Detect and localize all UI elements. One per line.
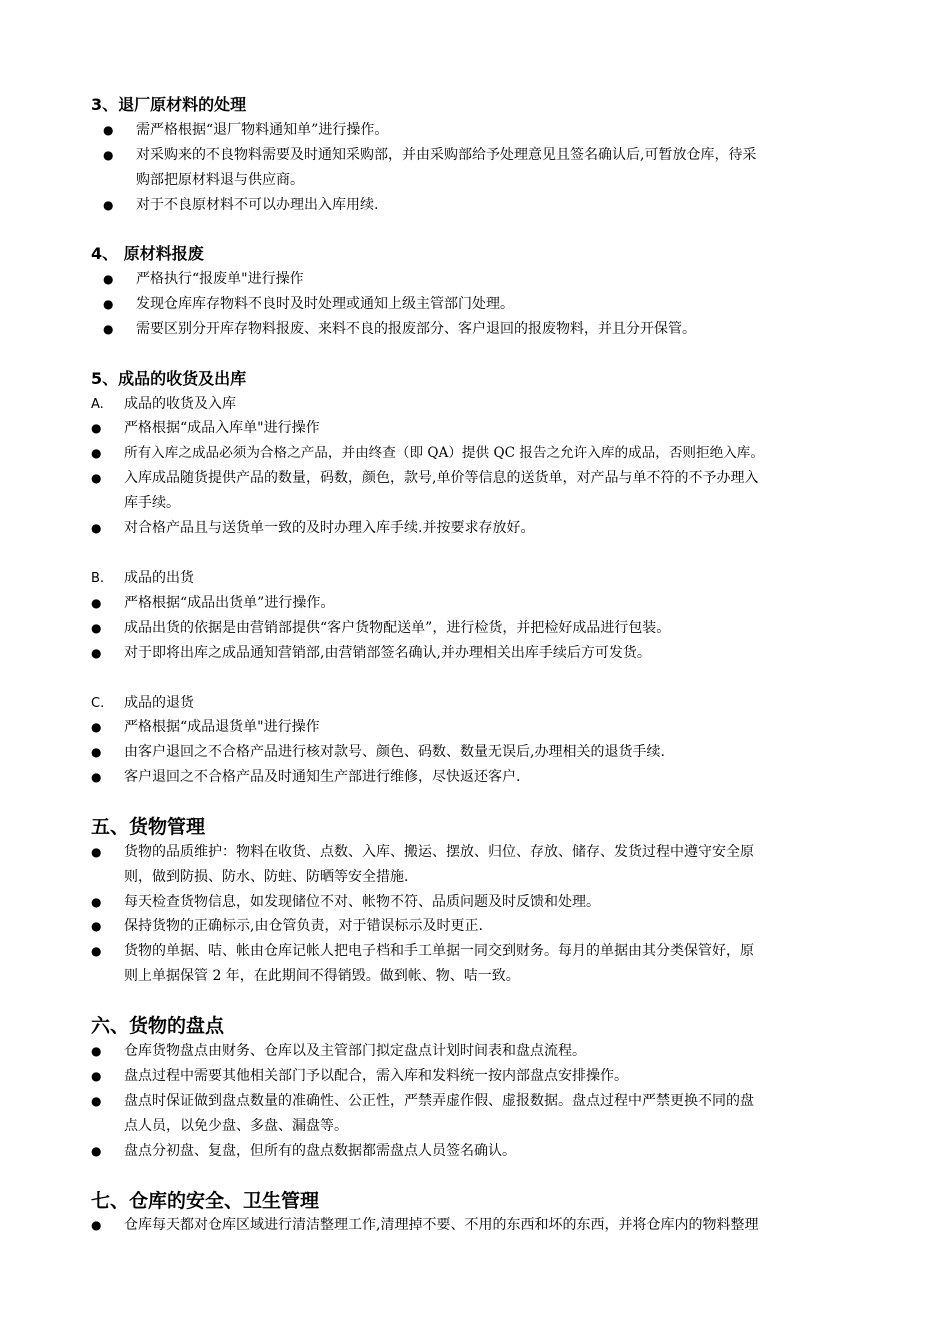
list-item: 严格根据“成品退货单"进行操作: [124, 719, 320, 735]
subsection-a-letter: A.: [91, 397, 104, 412]
list-item: 由客户退回之不合格产品进行核对款号、颜色、码数、数量无误后,办理相关的退货手续.: [124, 744, 665, 760]
bullet-icon: ●: [103, 322, 114, 336]
list-item: 盘点过程中需要其他相关部门予以配合，需入库和发料统一按内部盘点安排操作。: [124, 1068, 628, 1084]
list-item-continuation: 则，做到防损、防水、防蛀、防晒等安全措施.: [124, 869, 409, 885]
section-five-title: 五、货物管理: [91, 816, 206, 838]
list-item: 保持货物的正确标示,由仓管负责，对于错误标示及时更正.: [124, 918, 483, 934]
list-item: 货物的品质维护：物料在收货、点数、入库、搬运、摆放、归位、存放、储存、发货过程中遵守安全原: [124, 844, 754, 860]
section-3-title: 3、退厂原材料的处理: [91, 95, 247, 114]
bullet-icon: ●: [91, 621, 102, 635]
bullet-icon: ●: [91, 845, 102, 859]
bullet-icon: ●: [91, 720, 102, 734]
section-six-title: 六、货物的盘点: [91, 1015, 225, 1037]
list-item: 对于即将出库之成品通知营销部,由营销部签名确认,并办理相关出库手续后方可发货。: [124, 645, 651, 661]
bullet-icon: ●: [91, 770, 102, 784]
bullet-icon: ●: [91, 521, 102, 535]
bullet-icon: ●: [91, 1094, 102, 1108]
subsection-b-title: 成品的出货: [124, 570, 194, 586]
list-item-continuation: 点人员，以免少盘、多盘、漏盘等。: [124, 1118, 348, 1134]
list-item-continuation: 则上单据保管 2 年，在此期间不得销毁。做到帐、物、咭一致。: [124, 968, 520, 984]
section-4-title: 4、 原材料报废: [91, 244, 204, 263]
list-item: 入库成品随货提供产品的数量，码数，颜色，款号,单价等信息的送货单，对产品与单不符的不予办理入: [124, 470, 759, 486]
list-item: 客户退回之不合格产品及时通知生产部进行维修，尽快返还客户.: [124, 769, 521, 785]
list-item: 发现仓库库存物料不良时及时处理或通知上级主管部门处理。: [136, 296, 514, 312]
list-item: 成品出货的依据是由营销部提供“客户货物配送单”，进行检货，并把检好成品进行包装。: [124, 620, 671, 636]
bullet-icon: ●: [91, 646, 102, 660]
list-item: 仓库货物盘点由财务、仓库以及主管部门拟定盘点计划时间表和盘点流程。: [124, 1043, 586, 1059]
bullet-icon: ●: [91, 421, 102, 435]
list-item: 每天检查货物信息，如发现储位不对、帐物不符、品质问题及时反馈和处理。: [124, 894, 600, 910]
bullet-icon: ●: [91, 919, 102, 933]
bullet-icon: ●: [91, 895, 102, 909]
subsection-a-title: 成品的收货及入库: [124, 396, 236, 412]
subsection-c-title: 成品的退货: [124, 695, 194, 711]
bullet-icon: ●: [91, 471, 102, 485]
section-5-title: 5、成品的收货及出库: [91, 369, 247, 388]
list-item: 盘点时保证做到盘点数量的准确性、公正性，严禁弄虚作假、虚报数据。盘点过程中严禁更换不同的盘: [124, 1093, 754, 1109]
bullet-icon: ●: [91, 944, 102, 958]
list-item: 盘点分初盘、复盘，但所有的盘点数据都需盘点人员签名确认。: [124, 1143, 516, 1159]
list-item: 严格执行“报废单"进行操作: [136, 271, 304, 287]
bullet-icon: ●: [91, 446, 102, 460]
list-item: 严格根据“成品入库单"进行操作: [124, 420, 320, 436]
list-item-continuation: 购部把原材料退与供应商。: [136, 172, 304, 188]
list-item: 货物的单据、咭、帐由仓库记帐人把电子档和手工单据一同交到财务。每月的单据由其分类保管好，原: [124, 943, 754, 959]
list-item: 所有入库之成品必须为合格之产品，并由终查（即 QA）提供 QC 报告之允许入库的成品，否则拒绝入库。: [124, 445, 764, 461]
bullet-icon: ●: [91, 1069, 102, 1083]
bullet-icon: ●: [91, 1218, 102, 1232]
bullet-icon: ●: [103, 272, 114, 286]
bullet-icon: ●: [91, 596, 102, 610]
section-seven-title: 七、仓库的安全、卫生管理: [91, 1190, 320, 1212]
list-item: 对合格产品且与送货单一致的及时办理入库手续.并按要求存放好。: [124, 520, 535, 536]
bullet-icon: ●: [91, 745, 102, 759]
subsection-b-letter: B.: [91, 571, 105, 586]
bullet-icon: ●: [91, 1044, 102, 1058]
list-item-continuation: 库手续。: [124, 495, 180, 511]
list-item: 严格根据“成品出货单”进行操作。: [124, 595, 335, 611]
list-item: 对采购来的不良物料需要及时通知采购部，并由采购部给予处理意见且签名确认后,可暂放仓库，待采: [136, 147, 757, 163]
bullet-icon: ●: [103, 123, 114, 137]
list-item: 需严格根据“退厂物料通知单”进行操作。: [136, 122, 389, 138]
bullet-icon: ●: [103, 297, 114, 311]
bullet-icon: ●: [103, 198, 114, 212]
bullet-icon: ●: [91, 1144, 102, 1158]
subsection-c-letter: C.: [91, 696, 105, 711]
bullet-icon: ●: [103, 148, 114, 162]
list-item: 需要区别分开库存物料报废、来料不良的报废部分、客户退回的报废物料，并且分开保管。: [136, 321, 696, 337]
list-item: 对于不良原材料不可以办理出入库用续.: [136, 197, 379, 213]
list-item: 仓库每天都对仓库区域进行清洁整理工作,清理掉不要、不用的东西和坏的东西，并将仓库内的物料整理: [124, 1217, 759, 1233]
